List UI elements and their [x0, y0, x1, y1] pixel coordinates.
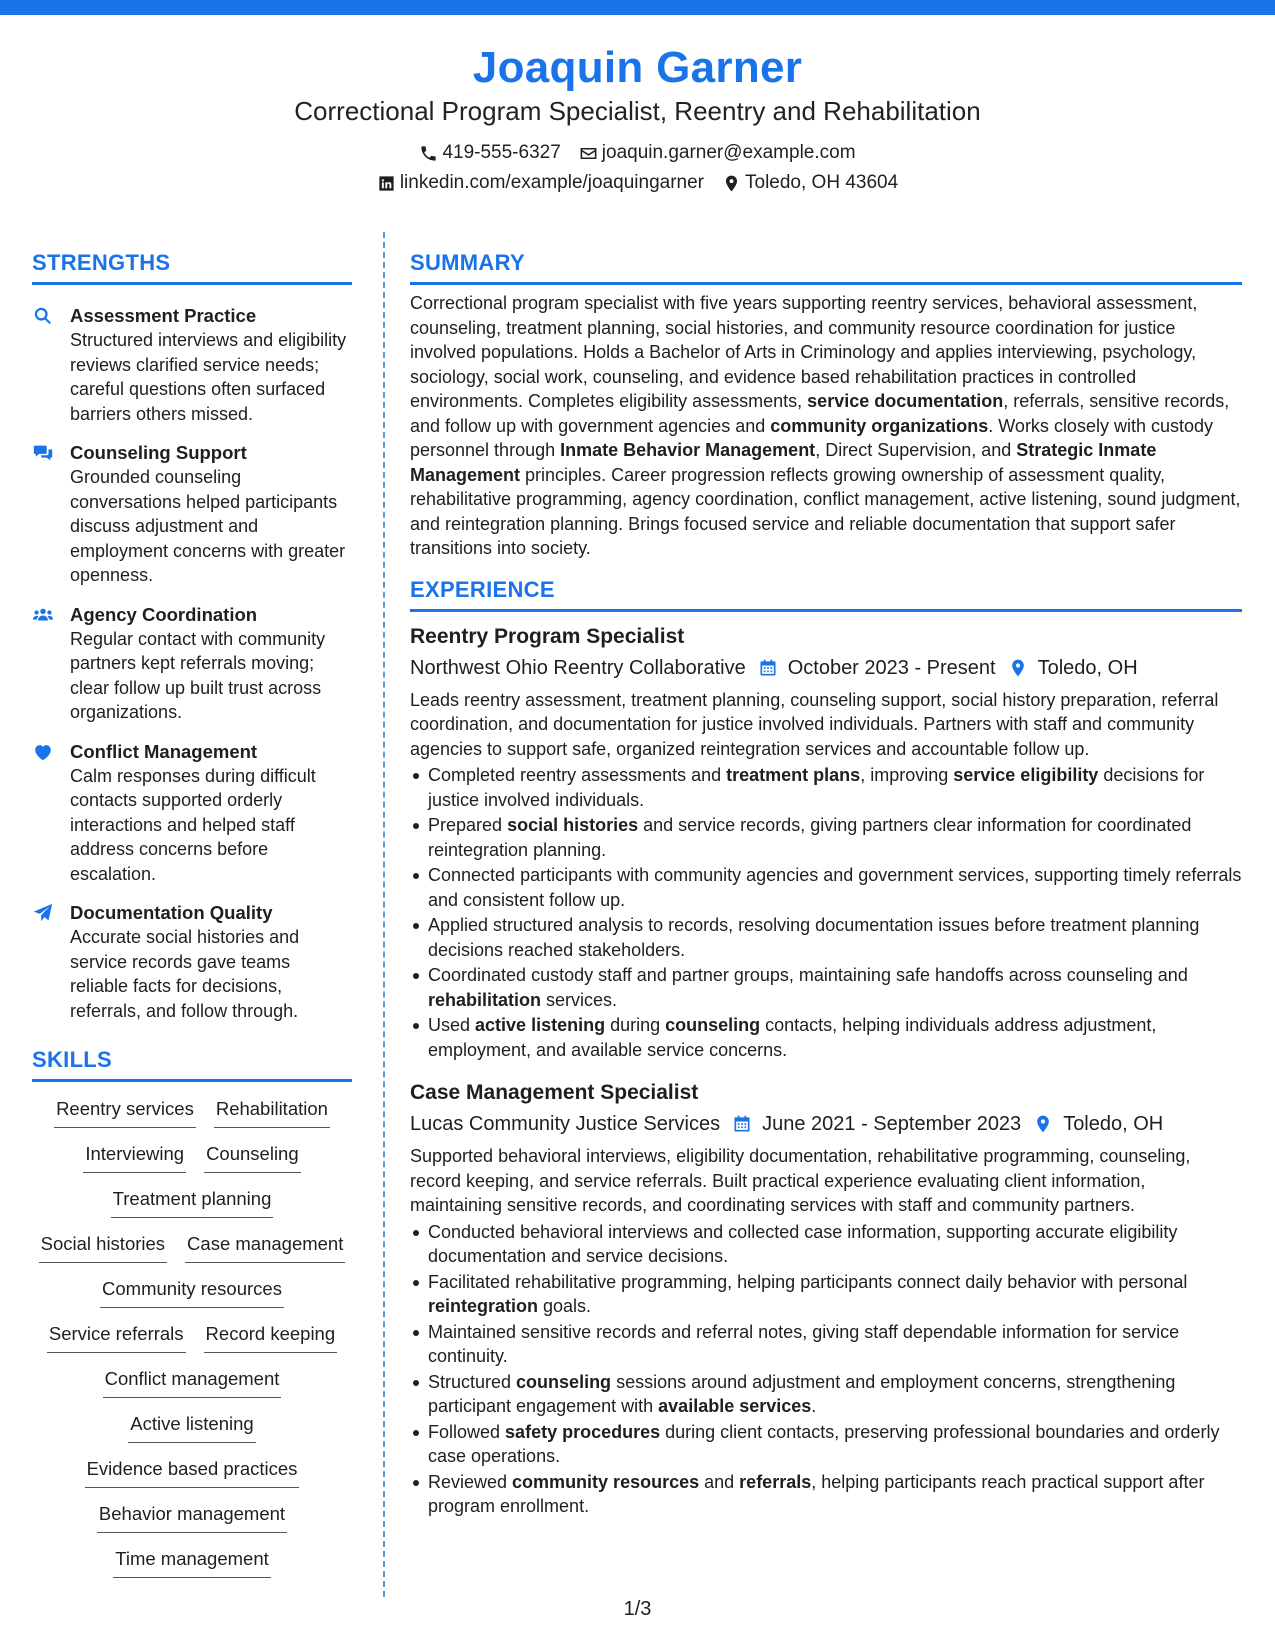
location-icon-wrap: [1008, 658, 1028, 678]
job-description: Leads reentry assessment, treatment planning, counseling support, social history preparation, referral coordination, and documentation for justice involved individuals. Partners with staff and community agencies to support safe, organized reintegration services and accountable follow up.: [410, 689, 1219, 759]
job-bullet: Conducted behavioral interviews and collected case information, supporting accurate eligibility documentation and service decisions.: [410, 1220, 1242, 1269]
linkedin-icon: [377, 174, 396, 193]
skills-list: [32, 1096, 352, 1591]
strength-title: Assessment Practice: [70, 305, 257, 326]
strength-item: [32, 900, 352, 1023]
skill-tag: Conflict management: [103, 1366, 282, 1398]
job-bullet: Maintained sensitive records and referral notes, giving staff dependable information for service continuity.: [410, 1320, 1242, 1369]
phone-text: 419-555-6327: [442, 142, 561, 163]
strength-body: [70, 900, 352, 1023]
jobs-list: [410, 622, 1242, 1519]
map-marker-icon: [1033, 1114, 1053, 1134]
skill-row: [39, 1231, 346, 1276]
location-text: Toledo, OH 43604: [745, 172, 899, 193]
job-bullet: Prepared social histories and service records, giving partners clear information for coordinated reintegration planning.: [410, 813, 1242, 862]
job-role: Reentry Program Specialist: [410, 624, 685, 648]
job-bullet: Used active listening during counseling contacts, helping individuals address adjustment, employment, and available service concerns.: [410, 1013, 1242, 1062]
job-bullet: Reviewed community resources and referrals, helping participants reach practical support after program enrollment.: [410, 1470, 1242, 1519]
experience-heading: EXPERIENCE: [410, 575, 1242, 612]
linkedin-text: linkedin.com/example/joaquingarner: [399, 172, 704, 193]
strength-icon-wrap: [32, 602, 70, 725]
job-location: Toledo, OH: [1063, 1113, 1164, 1135]
calendar-icon: [758, 658, 778, 678]
skill-tag: Social histories: [39, 1231, 167, 1263]
skill-tag: Case management: [185, 1231, 345, 1263]
linkedin-contact[interactable]: [377, 168, 704, 198]
job-bullet: Applied structured analysis to records, resolving documentation issues before treatment planning decisions reached stakeholders.: [410, 913, 1242, 962]
skill-row: [83, 1141, 300, 1186]
strength-icon-wrap: [32, 303, 70, 426]
candidate-title: Correctional Program Specialist, Reentry and Rehabilitation: [294, 96, 981, 126]
strength-item: [32, 440, 352, 588]
location-icon-wrap: [1033, 1114, 1053, 1134]
job-bullet: Coordinated custody staff and partner groups, maintaining safe handoffs across counseling and rehabilitation services.: [410, 963, 1242, 1012]
calendar-icon: [732, 1114, 752, 1134]
strength-description: Accurate social histories and service records gave teams reliable facts for decisions, referrals, and follow through.: [70, 927, 300, 1021]
users-icon: [32, 604, 54, 626]
email-contact[interactable]: [579, 138, 856, 168]
summary-text: Correctional program specialist with five years supporting reentry services, behavioral assessment, counseling, treatment planning, social histories, and community resource coordination for justice involved populations. Holds a Bachelor of Arts in Criminology and applies interviewing, psychology, sociology, social work, counseling, and evidence based rehabilitation practices in controlled environments. Completes eligibility assessments, service documentation, referrals, sensitive records, and follow up with government agencies and community organizations. Works closely with custody personnel through Inmate Behavior Management, Direct Supervision, and Strategic Inmate Management principles. Career progression reflects growing ownership of assessment quality, rehabilitative programming, agency coordination, conflict management, active listening, sound judgment, and reintegration planning. Brings focused service and reliable documentation that support safer transitions into society.: [410, 293, 1241, 558]
map-marker-icon: [1008, 658, 1028, 678]
job-company: Northwest Ohio Reentry Collaborative: [410, 656, 746, 679]
job-location: Toledo, OH: [1037, 656, 1138, 679]
skills-heading: SKILLS: [32, 1045, 352, 1082]
phone-icon: [419, 144, 438, 163]
strength-title: Documentation Quality: [70, 902, 273, 923]
calendar-icon-wrap: [732, 1114, 752, 1134]
strength-description: Structured interviews and eligibility reviews clarified service needs; careful questions often surfaced barriers others missed.: [70, 330, 347, 424]
strength-item: [32, 739, 352, 887]
skill-row: [113, 1546, 271, 1591]
skill-tag: Active listening: [128, 1411, 255, 1443]
skill-row: [54, 1096, 330, 1141]
left-column: [32, 248, 352, 1591]
column-divider: [383, 232, 385, 1597]
skill-row: [100, 1276, 284, 1321]
job-bullet: Connected participants with community agencies and government services, supporting timely referrals and consistent follow up.: [410, 863, 1242, 912]
skill-tag: Treatment planning: [111, 1186, 274, 1218]
skill-tag: Service referrals: [47, 1321, 186, 1353]
strength-description: Grounded counseling conversations helped participants discuss adjustment and employment concerns with greater openness.: [70, 467, 346, 585]
strength-item: [32, 602, 352, 725]
comments-icon: [32, 442, 54, 464]
contact-row-1: [0, 138, 1275, 168]
top-accent-bar: [0, 0, 1275, 15]
job-bullets: [410, 1220, 1242, 1519]
envelope-icon: [579, 144, 598, 163]
skill-row: [47, 1321, 337, 1366]
job-meta: [410, 1109, 1242, 1139]
strength-description: Calm responses during difficult contacts supported orderly interactions and helped staff address concerns before escalation.: [70, 765, 316, 884]
strengths-list: [32, 303, 352, 1023]
paper-plane-icon: [32, 902, 54, 924]
skill-row: [111, 1186, 274, 1231]
strength-title: Conflict Management: [70, 740, 258, 762]
skill-row: [103, 1366, 282, 1411]
skill-tag: Record keeping: [204, 1321, 338, 1353]
strength-icon-wrap: [32, 739, 70, 887]
job-company: Lucas Community Justice Services: [410, 1113, 721, 1135]
skill-tag: Evidence based practices: [85, 1456, 300, 1488]
strengths-heading: STRENGTHS: [32, 248, 352, 285]
skill-tag: Reentry services: [54, 1096, 196, 1128]
skill-tag: Community resources: [100, 1276, 284, 1308]
right-column: [410, 248, 1242, 1520]
heart-icon: [32, 741, 54, 763]
job-entry: [410, 1078, 1242, 1519]
job-entry: [410, 622, 1242, 1063]
calendar-icon-wrap: [758, 658, 778, 678]
job-bullet: Completed reentry assessments and treatment plans, improving service eligibility decisions for justice involved individuals.: [410, 763, 1242, 812]
job-role: Case Management Specialist: [410, 1081, 699, 1104]
skill-tag: Time management: [113, 1546, 271, 1578]
strength-title: Agency Coordination: [70, 603, 258, 625]
strength-body: [70, 303, 352, 426]
skill-row: [97, 1501, 287, 1546]
job-bullet: Structured counseling sessions around adjustment and employment concerns, strengthening participant engagement with available services.: [410, 1370, 1242, 1419]
email-text: joaquin.garner@example.com: [601, 142, 856, 163]
job-dates: June 2021 - September 2023: [762, 1113, 1022, 1135]
job-description: Supported behavioral interviews, eligibility documentation, rehabilitative programming, counseling, record keeping, and service referrals. Built practical experience evaluating client information, maintaining sensitive records, and coordinating services with staff and community partners.: [410, 1146, 1191, 1215]
map-marker-icon: [722, 174, 741, 193]
strength-icon-wrap: [32, 440, 70, 588]
job-dates: October 2023 - Present: [787, 656, 996, 679]
strength-body: [70, 440, 352, 588]
summary-heading: SUMMARY: [410, 248, 1242, 285]
phone-contact[interactable]: [419, 138, 560, 168]
skill-row: [128, 1411, 255, 1456]
skill-row: [85, 1456, 300, 1501]
job-meta: [410, 653, 1242, 683]
search-icon: [32, 305, 54, 327]
skill-tag: Counseling: [204, 1141, 301, 1173]
skill-tag: Behavior management: [97, 1501, 287, 1533]
strength-item: [32, 303, 352, 426]
location-contact: [722, 168, 898, 198]
strength-description: Regular contact with community partners kept referrals moving; clear follow up built trust across organizations.: [70, 628, 326, 722]
page-number: 1/3: [623, 1598, 652, 1620]
strength-body: [70, 602, 352, 725]
job-bullet: Facilitated rehabilitative programming, helping participants connect daily behavior with personal reintegration goals.: [410, 1270, 1242, 1319]
strength-icon-wrap: [32, 900, 70, 1023]
skill-tag: Interviewing: [83, 1141, 186, 1173]
contact-row-2: [0, 168, 1275, 198]
strength-title: Counseling Support: [70, 442, 247, 463]
candidate-name: Joaquin Garner: [472, 43, 803, 92]
resume-header: [0, 40, 1275, 198]
job-bullet: Followed safety procedures during client contacts, preserving professional boundaries and orderly case operations.: [410, 1420, 1242, 1469]
job-bullets: [410, 763, 1242, 1062]
skill-tag: Rehabilitation: [214, 1096, 330, 1128]
strength-body: [70, 739, 352, 887]
